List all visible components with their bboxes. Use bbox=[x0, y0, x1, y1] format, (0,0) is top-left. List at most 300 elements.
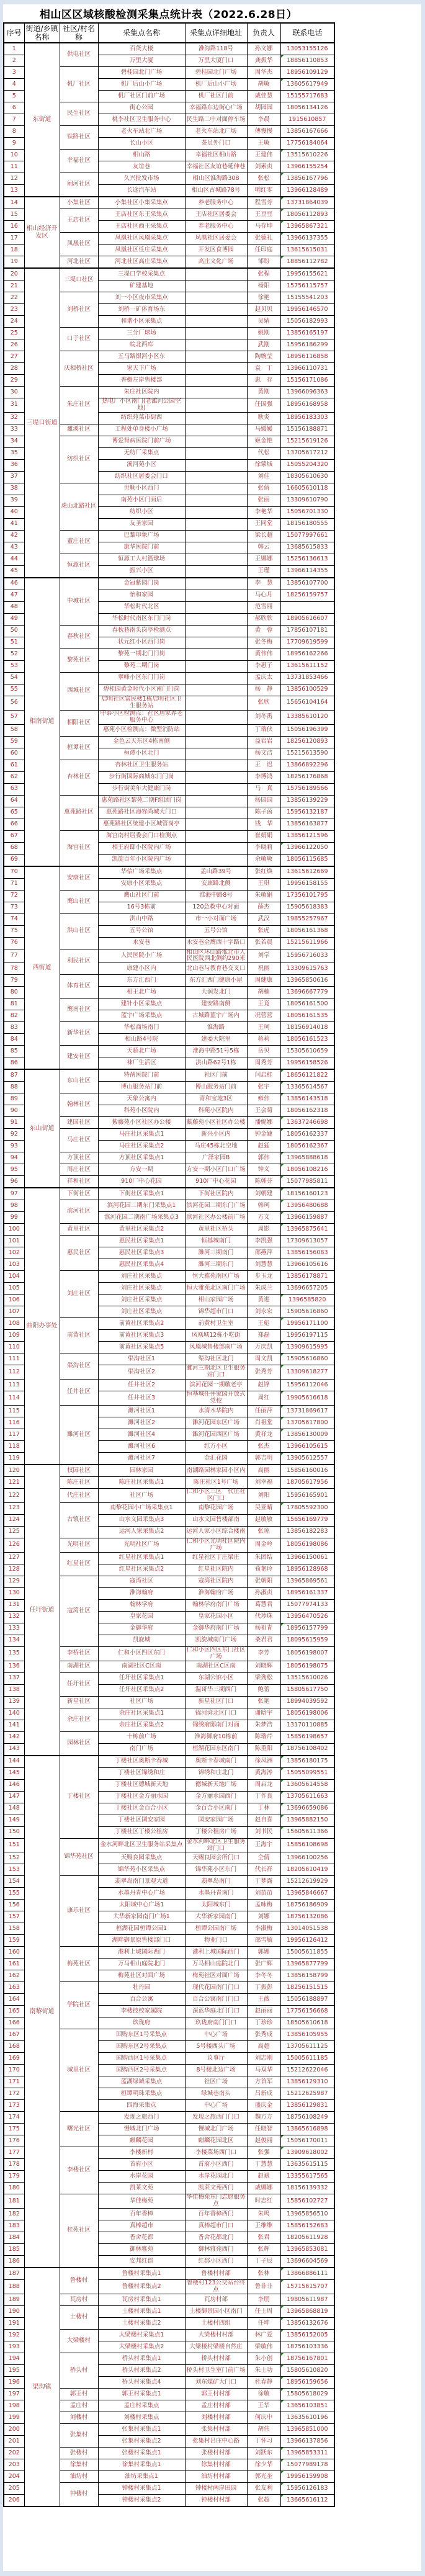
phone-cell: 16605610118 bbox=[280, 483, 334, 495]
site-cell: 河北社区高庄采集点 bbox=[98, 256, 185, 269]
phone-cell: 13309610790 bbox=[280, 495, 334, 506]
community-cell: 董庄社区 bbox=[60, 530, 98, 554]
address-cell: 水岸花园北门 bbox=[185, 2171, 247, 2183]
phone-cell: 18205610419 bbox=[280, 1864, 334, 1876]
address-cell bbox=[185, 424, 247, 436]
community-cell: 孟庄村 bbox=[60, 2400, 98, 2412]
phone-cell: 18956183303 bbox=[280, 412, 334, 424]
person-cell: 胡伟 bbox=[247, 2424, 280, 2436]
community-cell: 南湖社区 bbox=[60, 1661, 98, 1672]
person-cell: 钟金婕 bbox=[247, 1129, 280, 1141]
community-cell: 恒源社区 bbox=[60, 554, 98, 578]
site-cell: 特凿医院门前 bbox=[98, 1069, 185, 1082]
person-cell: 张友利 bbox=[247, 2483, 280, 2495]
serial-cell: 142 bbox=[4, 1731, 24, 1743]
address-cell: 120急救中心对面 bbox=[185, 902, 247, 913]
serial-cell: 70 bbox=[4, 866, 24, 879]
community-cell: 土楼村 bbox=[60, 2306, 98, 2330]
person-cell: 戚佳慧 bbox=[247, 91, 280, 102]
serial-cell: 145 bbox=[4, 1767, 24, 1779]
address-cell bbox=[185, 590, 247, 601]
serial-cell: 37 bbox=[4, 471, 24, 483]
address-cell: 恒大雅苑南区广场 bbox=[185, 1271, 247, 1283]
person-cell: 邵燕萍 bbox=[247, 1247, 280, 1259]
serial-cell: 178 bbox=[4, 2159, 24, 2171]
person-cell: 赵贝贝 bbox=[247, 304, 280, 316]
community-cell: 马庄社区 bbox=[60, 1129, 98, 1152]
serial-cell: 59 bbox=[4, 736, 24, 748]
phone-cell: 18056162337 bbox=[280, 1129, 334, 1141]
person-cell: 孟咏梅 bbox=[247, 1900, 280, 1911]
person-cell: 薛杰 bbox=[247, 902, 280, 913]
person-cell: 徐少华 bbox=[247, 2459, 280, 2471]
address-cell: 御林雅苑西门 bbox=[185, 2244, 247, 2256]
address-cell: 东方汇西门健康小屋 bbox=[185, 975, 247, 987]
phone-cell: 13856158799 bbox=[280, 1970, 334, 1982]
community-cell: 洪山社区 bbox=[60, 913, 98, 949]
address-cell: 锦绣府邸南门对面 bbox=[185, 1720, 247, 1731]
person-cell: 黄祥龙 bbox=[247, 1429, 280, 1441]
site-cell: 康华医院门前 bbox=[98, 542, 185, 554]
serial-cell: 166 bbox=[4, 2017, 24, 2029]
phone-cell: 19956126412 bbox=[280, 1935, 334, 1947]
address-cell: 孟山路39号 bbox=[185, 866, 247, 879]
address-cell: 华佳梅苑东门志愿服务点 bbox=[185, 2194, 247, 2209]
street-cell: 相山经济开发区 bbox=[24, 197, 60, 268]
person-cell: 钱 华 bbox=[247, 819, 280, 830]
phone-cell: 18856112782 bbox=[280, 256, 334, 269]
address-cell: 黄里社区桥头 bbox=[185, 1224, 247, 1236]
site-cell: 刘楼村采集点 bbox=[98, 2412, 185, 2424]
person-cell: 丁珍珍 bbox=[247, 2017, 280, 2029]
address-cell bbox=[185, 292, 247, 304]
excel-flag-icon bbox=[281, 1353, 284, 1356]
excel-flag-icon bbox=[281, 2495, 284, 2497]
site-cell: 濉河社区7 bbox=[98, 1453, 185, 1465]
phone-cell: 15956126183 bbox=[280, 2483, 334, 2495]
phone-cell: 13705611663 bbox=[280, 1791, 334, 1803]
person-cell: 李惠子 bbox=[247, 660, 280, 672]
site-cell: 老火车站北广场 bbox=[98, 126, 185, 138]
person-cell: 刘学 bbox=[247, 949, 280, 963]
community-cell: 陈庄社区 bbox=[60, 1477, 98, 1489]
phone-cell: 18056162318 bbox=[280, 1105, 334, 1117]
address-cell: 徐集村村部 bbox=[185, 2459, 247, 2471]
serial-cell: 183 bbox=[4, 2220, 24, 2232]
site-cell: 怡和家园 bbox=[98, 590, 185, 601]
person-cell: 赵丽丽 bbox=[247, 2006, 280, 2017]
site-cell: 洪山中路 bbox=[98, 913, 185, 925]
serial-cell: 110 bbox=[4, 1342, 24, 1353]
person-cell: 李晓莉 bbox=[247, 842, 280, 854]
serial-cell: 47 bbox=[4, 590, 24, 601]
address-cell: 大梁楼村梁楼自然庄 bbox=[185, 2341, 247, 2353]
street-cell: 南黎街道 bbox=[24, 1756, 60, 2268]
serial-cell: 23 bbox=[4, 304, 24, 316]
community-cell: 方顶社区 bbox=[60, 1152, 98, 1164]
site-cell: 丁楼社区奥斯卡春城 bbox=[98, 1756, 185, 1768]
person-cell: 刘跃东 bbox=[247, 2448, 280, 2459]
site-cell: 百合公寓 bbox=[98, 1994, 185, 2006]
site-cell: 皇家花园 bbox=[98, 1611, 185, 1623]
site-cell: 机厂后山小广场 bbox=[98, 79, 185, 91]
community-cell: 新华社区 bbox=[60, 1022, 98, 1046]
site-cell: 丁楼社区德城新天地 bbox=[98, 1779, 185, 1791]
phone-cell: 18256159757 bbox=[280, 590, 334, 601]
person-cell: 郭伟 bbox=[247, 1152, 280, 1164]
community-cell: 供电社区 bbox=[60, 43, 98, 67]
person-cell: 朱成兰 bbox=[247, 1283, 280, 1295]
person-cell: 孙文娜 bbox=[247, 43, 280, 55]
phone-cell: 19956158526 bbox=[280, 1057, 334, 1070]
address-cell: 仁和小区三区 代庄社区门口 bbox=[185, 1489, 247, 1503]
address-cell bbox=[185, 471, 247, 483]
address-cell: 凤凰城售楼部南广场 bbox=[185, 1342, 247, 1353]
person-cell: 万庆凯 bbox=[247, 1342, 280, 1353]
community-cell: 红星社区 bbox=[60, 1552, 98, 1576]
site-cell: 步行街美年大健康门岗 bbox=[98, 783, 185, 795]
phone-cell: 18156914018 bbox=[280, 1022, 334, 1034]
site-cell: 土楼村采集点1 bbox=[98, 2306, 185, 2318]
site-cell: 太阳城中心广场1 bbox=[98, 1900, 185, 1911]
serial-cell: 201 bbox=[4, 2436, 24, 2448]
site-cell: 香舍花都 bbox=[98, 2232, 185, 2244]
person-cell: 魏方方 bbox=[247, 2112, 280, 2124]
excel-flag-icon bbox=[281, 2400, 284, 2403]
community-cell: 钟楼村 bbox=[60, 2483, 98, 2507]
serial-cell: 198 bbox=[4, 2400, 24, 2412]
person-cell: 张倩 bbox=[247, 483, 280, 495]
person-cell: 徐敬 bbox=[247, 2389, 280, 2400]
site-cell: 十栋前广场 bbox=[98, 1731, 185, 1743]
address-cell bbox=[185, 637, 247, 648]
site-cell: 前黄社区采集点5 bbox=[98, 1342, 185, 1353]
address-cell: 凯莱文苑西门 bbox=[185, 2183, 247, 2194]
person-cell: 况营营 bbox=[247, 1010, 280, 1022]
excel-flag-icon bbox=[281, 2268, 284, 2271]
serial-cell: 45 bbox=[4, 565, 24, 578]
serial-cell: 200 bbox=[4, 2424, 24, 2436]
person-cell: 王海宇 bbox=[247, 1838, 280, 1852]
community-cell: 春秋社区 bbox=[60, 625, 98, 648]
site-cell: 凤凰社区凤凰采集点 bbox=[98, 233, 185, 245]
excel-flag-icon bbox=[281, 1453, 284, 1455]
address-cell: 张集村吕庄中心路 bbox=[185, 2436, 247, 2448]
phone-cell: 13856100529 bbox=[280, 684, 334, 696]
address-cell bbox=[185, 724, 247, 736]
address-cell: 机厂社区门前 bbox=[185, 91, 247, 102]
person-cell: 朱梦浩 bbox=[247, 1720, 280, 1731]
person-cell: 刘娜 bbox=[247, 1911, 280, 1923]
address-cell bbox=[185, 280, 247, 292]
site-cell: 大梁楼村采集点2 bbox=[98, 2341, 185, 2353]
address-cell bbox=[185, 436, 247, 447]
address-cell bbox=[185, 783, 247, 795]
serial-cell: 155 bbox=[4, 1888, 24, 1900]
person-cell: 仝倩 bbox=[247, 1852, 280, 1864]
phone-cell: 13956480688 bbox=[280, 1200, 334, 1212]
site-cell: 友圣家园 bbox=[98, 518, 185, 530]
site-cell: 凤凰社区任庄采集点 bbox=[98, 245, 185, 256]
site-cell: 鲁楼村采集点2 bbox=[98, 2280, 185, 2294]
person-cell: 韩珂 bbox=[247, 1200, 280, 1212]
address-cell bbox=[185, 578, 247, 590]
street-cell: 任圩街道 bbox=[24, 1465, 60, 1756]
excel-flag-icon bbox=[281, 1815, 284, 1818]
address-cell: 恒基城南门 bbox=[185, 1236, 247, 1247]
serial-cell: 148 bbox=[4, 1803, 24, 1815]
site-cell: 翰林学府 bbox=[98, 1599, 185, 1611]
serial-cell: 49 bbox=[4, 613, 24, 625]
phone-cell: 18056198007 bbox=[280, 1646, 334, 1661]
phone-cell: 13966159887 bbox=[280, 1212, 334, 1224]
serial-cell: 185 bbox=[4, 2244, 24, 2256]
address-cell: 王店社区居委会 bbox=[185, 209, 247, 221]
excel-flag-icon bbox=[281, 150, 284, 152]
serial-cell: 53 bbox=[4, 660, 24, 672]
address-cell: 南黎花园广场 bbox=[185, 1502, 247, 1514]
phone-cell: 19905616618 bbox=[280, 1391, 334, 1406]
address-cell: 市一小对面广场 bbox=[185, 913, 247, 925]
serial-cell: 40 bbox=[4, 506, 24, 518]
serial-cell: 164 bbox=[4, 1994, 24, 2006]
site-cell: 刘庄社区采集点 bbox=[98, 1295, 185, 1306]
site-cell: 无纺厂采集点 bbox=[98, 447, 185, 459]
site-cell: 梅苑社区对面广场 bbox=[98, 1970, 185, 1982]
community-cell: 滨河社区 bbox=[60, 1200, 98, 1224]
phone-cell: 18095615959 bbox=[280, 1635, 334, 1646]
address-cell: 钟楼村两岸田园 bbox=[185, 2483, 247, 2495]
phone-cell: 13856121596 bbox=[280, 830, 334, 842]
address-cell: 土楼御景园小区南门 bbox=[185, 2306, 247, 2318]
address-cell: 老火车站北广场 bbox=[185, 126, 247, 138]
person-cell: 李艳华 bbox=[247, 506, 280, 518]
address-cell: 濉河三期南门 bbox=[185, 1247, 247, 1259]
serial-cell: 153 bbox=[4, 1864, 24, 1876]
site-cell: 华松时代南区东门门岗 bbox=[98, 613, 185, 625]
community-cell: 城里社区 bbox=[60, 2029, 98, 2112]
serial-cell: 28 bbox=[4, 363, 24, 375]
excel-flag-icon bbox=[281, 256, 284, 259]
phone-cell: 13731869617 bbox=[280, 1406, 334, 1417]
table-row bbox=[4, 1756, 334, 1768]
phone-cell: 13665616112 bbox=[280, 2495, 334, 2507]
site-cell: 巴黎印象广场 bbox=[98, 530, 185, 542]
site-cell: 濉河社区1 bbox=[98, 1406, 185, 1417]
address-cell: 钟楼村村部 bbox=[185, 2495, 247, 2507]
site-cell: 余庄社区采集点1 bbox=[98, 1708, 185, 1720]
site-cell: 三堤口学校采集点 bbox=[98, 268, 185, 280]
address-cell bbox=[185, 672, 247, 684]
person-cell: 王薇 bbox=[247, 1994, 280, 2006]
serial-cell: 85 bbox=[4, 1046, 24, 1057]
excel-flag-icon bbox=[281, 1152, 284, 1155]
column-header: 负责人 bbox=[247, 23, 280, 43]
site-cell: 紫藤苑小区社区办公楼 bbox=[98, 1117, 185, 1129]
person-cell: 赵自喜 bbox=[247, 1815, 280, 1826]
phone-cell: 15215613590 bbox=[280, 748, 334, 760]
site-cell: 红星社区采集点2 bbox=[98, 1564, 185, 1576]
phone-cell: 18056161368 bbox=[280, 925, 334, 937]
address-cell bbox=[185, 495, 247, 506]
address-cell: 慢城北门广场 bbox=[185, 2124, 247, 2135]
serial-cell: 105 bbox=[4, 1283, 24, 1295]
phone-cell: 18956157799 bbox=[280, 1623, 334, 1635]
person-cell: 肖祖堂 bbox=[247, 1417, 280, 1429]
serial-cell: 4 bbox=[4, 79, 24, 91]
address-cell: 永安巷金鹰西十字路口 bbox=[185, 937, 247, 949]
person-cell: 胡园园 bbox=[247, 102, 280, 114]
serial-cell: 197 bbox=[4, 2389, 24, 2400]
excel-flag-icon bbox=[281, 2448, 284, 2450]
serial-cell: 139 bbox=[4, 1696, 24, 1708]
serial-cell: 38 bbox=[4, 483, 24, 495]
community-cell: 相阳社区 bbox=[60, 710, 98, 736]
person-cell: 张宇 bbox=[247, 1082, 280, 1093]
serial-cell: 190 bbox=[4, 2306, 24, 2318]
community-cell: 黄里社区 bbox=[60, 1224, 98, 1236]
serial-cell: 140 bbox=[4, 1708, 24, 1720]
phone-cell: 18756103336 bbox=[280, 2341, 334, 2353]
person-cell: 傅慢慢 bbox=[247, 126, 280, 138]
site-cell: 凯旋百年小区院内广场 bbox=[98, 854, 185, 866]
site-cell: 黄里社区采集点2 bbox=[98, 1224, 185, 1236]
community-cell: 口子社区 bbox=[60, 328, 98, 351]
community-cell: 大梁楼村 bbox=[60, 2330, 98, 2353]
phone-cell: 13965851000 bbox=[280, 2424, 334, 2436]
person-cell: 黄进 bbox=[247, 1295, 280, 1306]
phone-cell: 13856139229 bbox=[280, 795, 334, 807]
site-cell: 桥头村采集点2 bbox=[98, 2365, 185, 2377]
address-cell: 红星社区院内 bbox=[185, 1564, 247, 1576]
site-cell: 李楼技校家属院 bbox=[98, 2006, 185, 2017]
table-row bbox=[4, 1465, 334, 1477]
serial-cell: 87 bbox=[4, 1069, 24, 1082]
person-cell: 邹盼 bbox=[247, 256, 280, 269]
community-cell: 任井社区 bbox=[60, 1380, 98, 1406]
column-header: 序号 bbox=[4, 23, 24, 43]
site-cell: 国购东区1号采集点 bbox=[98, 2029, 185, 2041]
site-cell: 相山路4号院 bbox=[98, 1034, 185, 1046]
site-cell: 麒麟花园 bbox=[98, 2135, 185, 2147]
phone-cell: 18705617956 bbox=[280, 1477, 334, 1489]
address-cell bbox=[185, 483, 247, 495]
person-cell: 范雪丽 bbox=[247, 601, 280, 613]
person-cell: 李淑梅 bbox=[247, 1923, 280, 1935]
site-cell: 瓦房村采集点1 bbox=[98, 2294, 185, 2306]
person-cell: 王维维 bbox=[247, 2220, 280, 2232]
address-cell: 高庄文化广场 bbox=[185, 256, 247, 269]
serial-cell: 24 bbox=[4, 316, 24, 328]
excel-flag-icon bbox=[281, 1342, 284, 1344]
serial-cell: 180 bbox=[4, 2183, 24, 2194]
site-cell: 园林家园 bbox=[98, 1465, 185, 1477]
phone-cell: 15256136613 bbox=[280, 554, 334, 565]
serial-cell: 93 bbox=[4, 1141, 24, 1152]
site-cell: 康建小区内 bbox=[98, 963, 185, 975]
address-cell bbox=[185, 363, 247, 375]
serial-cell: 35 bbox=[4, 447, 24, 459]
serial-cell: 14 bbox=[4, 197, 24, 209]
site-cell: 海宫南村居委会门口检测点 bbox=[98, 830, 185, 842]
person-cell: 郭吉明 bbox=[247, 1453, 280, 1465]
serial-cell: 50 bbox=[4, 625, 24, 637]
serial-cell: 143 bbox=[4, 1743, 24, 1756]
community-cell: 濉溪社区 bbox=[60, 424, 98, 436]
street-cell: 东山街道 bbox=[24, 1069, 60, 1188]
address-cell: 中心广场 bbox=[185, 2029, 247, 2041]
phone-cell: 15605611366 bbox=[280, 1826, 334, 1838]
site-cell: 桓谭小区北门 bbox=[98, 748, 185, 760]
phone-cell: 13965868819 bbox=[280, 2306, 334, 2318]
site-cell: 御林雅苑 bbox=[98, 2244, 185, 2256]
serial-cell: 181 bbox=[4, 2194, 24, 2209]
address-cell: 油坊村村部 bbox=[185, 2471, 247, 2483]
site-cell: 桃李社区卫生服务中心 bbox=[98, 114, 185, 126]
serial-cell: 114 bbox=[4, 1391, 24, 1406]
serial-cell: 29 bbox=[4, 375, 24, 387]
site-cell: 博爱肾病医院门前广场 bbox=[98, 436, 185, 447]
serial-cell: 61 bbox=[4, 760, 24, 771]
person-cell: 刘书民 bbox=[247, 1826, 280, 1838]
serial-cell: 175 bbox=[4, 2124, 24, 2135]
community-cell: 西城社区 bbox=[60, 672, 98, 710]
person-cell: 任晓智 bbox=[247, 2124, 280, 2135]
site-cell: 钟楼村采集点2 bbox=[98, 2495, 185, 2507]
excel-flag-icon bbox=[281, 55, 284, 58]
community-cell: 祥和社区 bbox=[60, 1176, 98, 1188]
person-cell: 张虎 bbox=[247, 925, 280, 937]
phone-cell: 18256120893 bbox=[280, 736, 334, 748]
street-cell: 三堤口街道 bbox=[24, 268, 60, 578]
column-header: 街道/乡镇名称 bbox=[24, 23, 60, 43]
serial-cell: 174 bbox=[4, 2112, 24, 2124]
serial-cell: 20 bbox=[4, 268, 24, 280]
phone-cell: 13635610196 bbox=[280, 2412, 334, 2424]
address-cell: 百年香樟西门 bbox=[185, 2209, 247, 2220]
site-cell: 人民医院小广场 bbox=[98, 949, 185, 963]
address-cell: 太阳城东门 bbox=[185, 1900, 247, 1911]
serial-cell: 117 bbox=[4, 1429, 24, 1441]
address-cell bbox=[185, 542, 247, 554]
address-cell: 山水文园售楼部南 bbox=[185, 1514, 247, 1526]
excel-flag-icon bbox=[281, 2471, 284, 2474]
phone-cell: 13705617212 bbox=[280, 447, 334, 459]
serial-cell: 67 bbox=[4, 830, 24, 842]
serial-cell: 2 bbox=[4, 55, 24, 67]
person-cell: 程雪芳 bbox=[247, 197, 280, 209]
phone-cell: 13866886111 bbox=[280, 2268, 334, 2280]
site-cell: 安邦红郡 bbox=[98, 2256, 185, 2268]
site-cell: 步行街国际商城东门门岗 bbox=[98, 771, 185, 783]
table-row bbox=[4, 1188, 334, 1200]
person-cell: 谢晗宇 bbox=[247, 1708, 280, 1720]
community-cell: 刘桥社区 bbox=[60, 292, 98, 328]
excel-flag-icon bbox=[281, 209, 284, 212]
address-cell: 开发区食博园 bbox=[185, 245, 247, 256]
serial-cell: 80 bbox=[4, 987, 24, 999]
site-cell: 丁楼社区丁楼公租房 bbox=[98, 1826, 185, 1838]
address-cell bbox=[185, 268, 247, 280]
person-cell: 张松 bbox=[247, 173, 280, 185]
address-cell bbox=[185, 854, 247, 866]
phone-cell: 15155717683 bbox=[280, 91, 334, 102]
address-cell: 翡翠岛南门 bbox=[185, 1876, 247, 1888]
serial-cell: 196 bbox=[4, 2377, 24, 2389]
serial-cell: 73 bbox=[4, 902, 24, 913]
community-cell: 机厂社区 bbox=[60, 67, 98, 102]
serial-cell: 136 bbox=[4, 1661, 24, 1672]
